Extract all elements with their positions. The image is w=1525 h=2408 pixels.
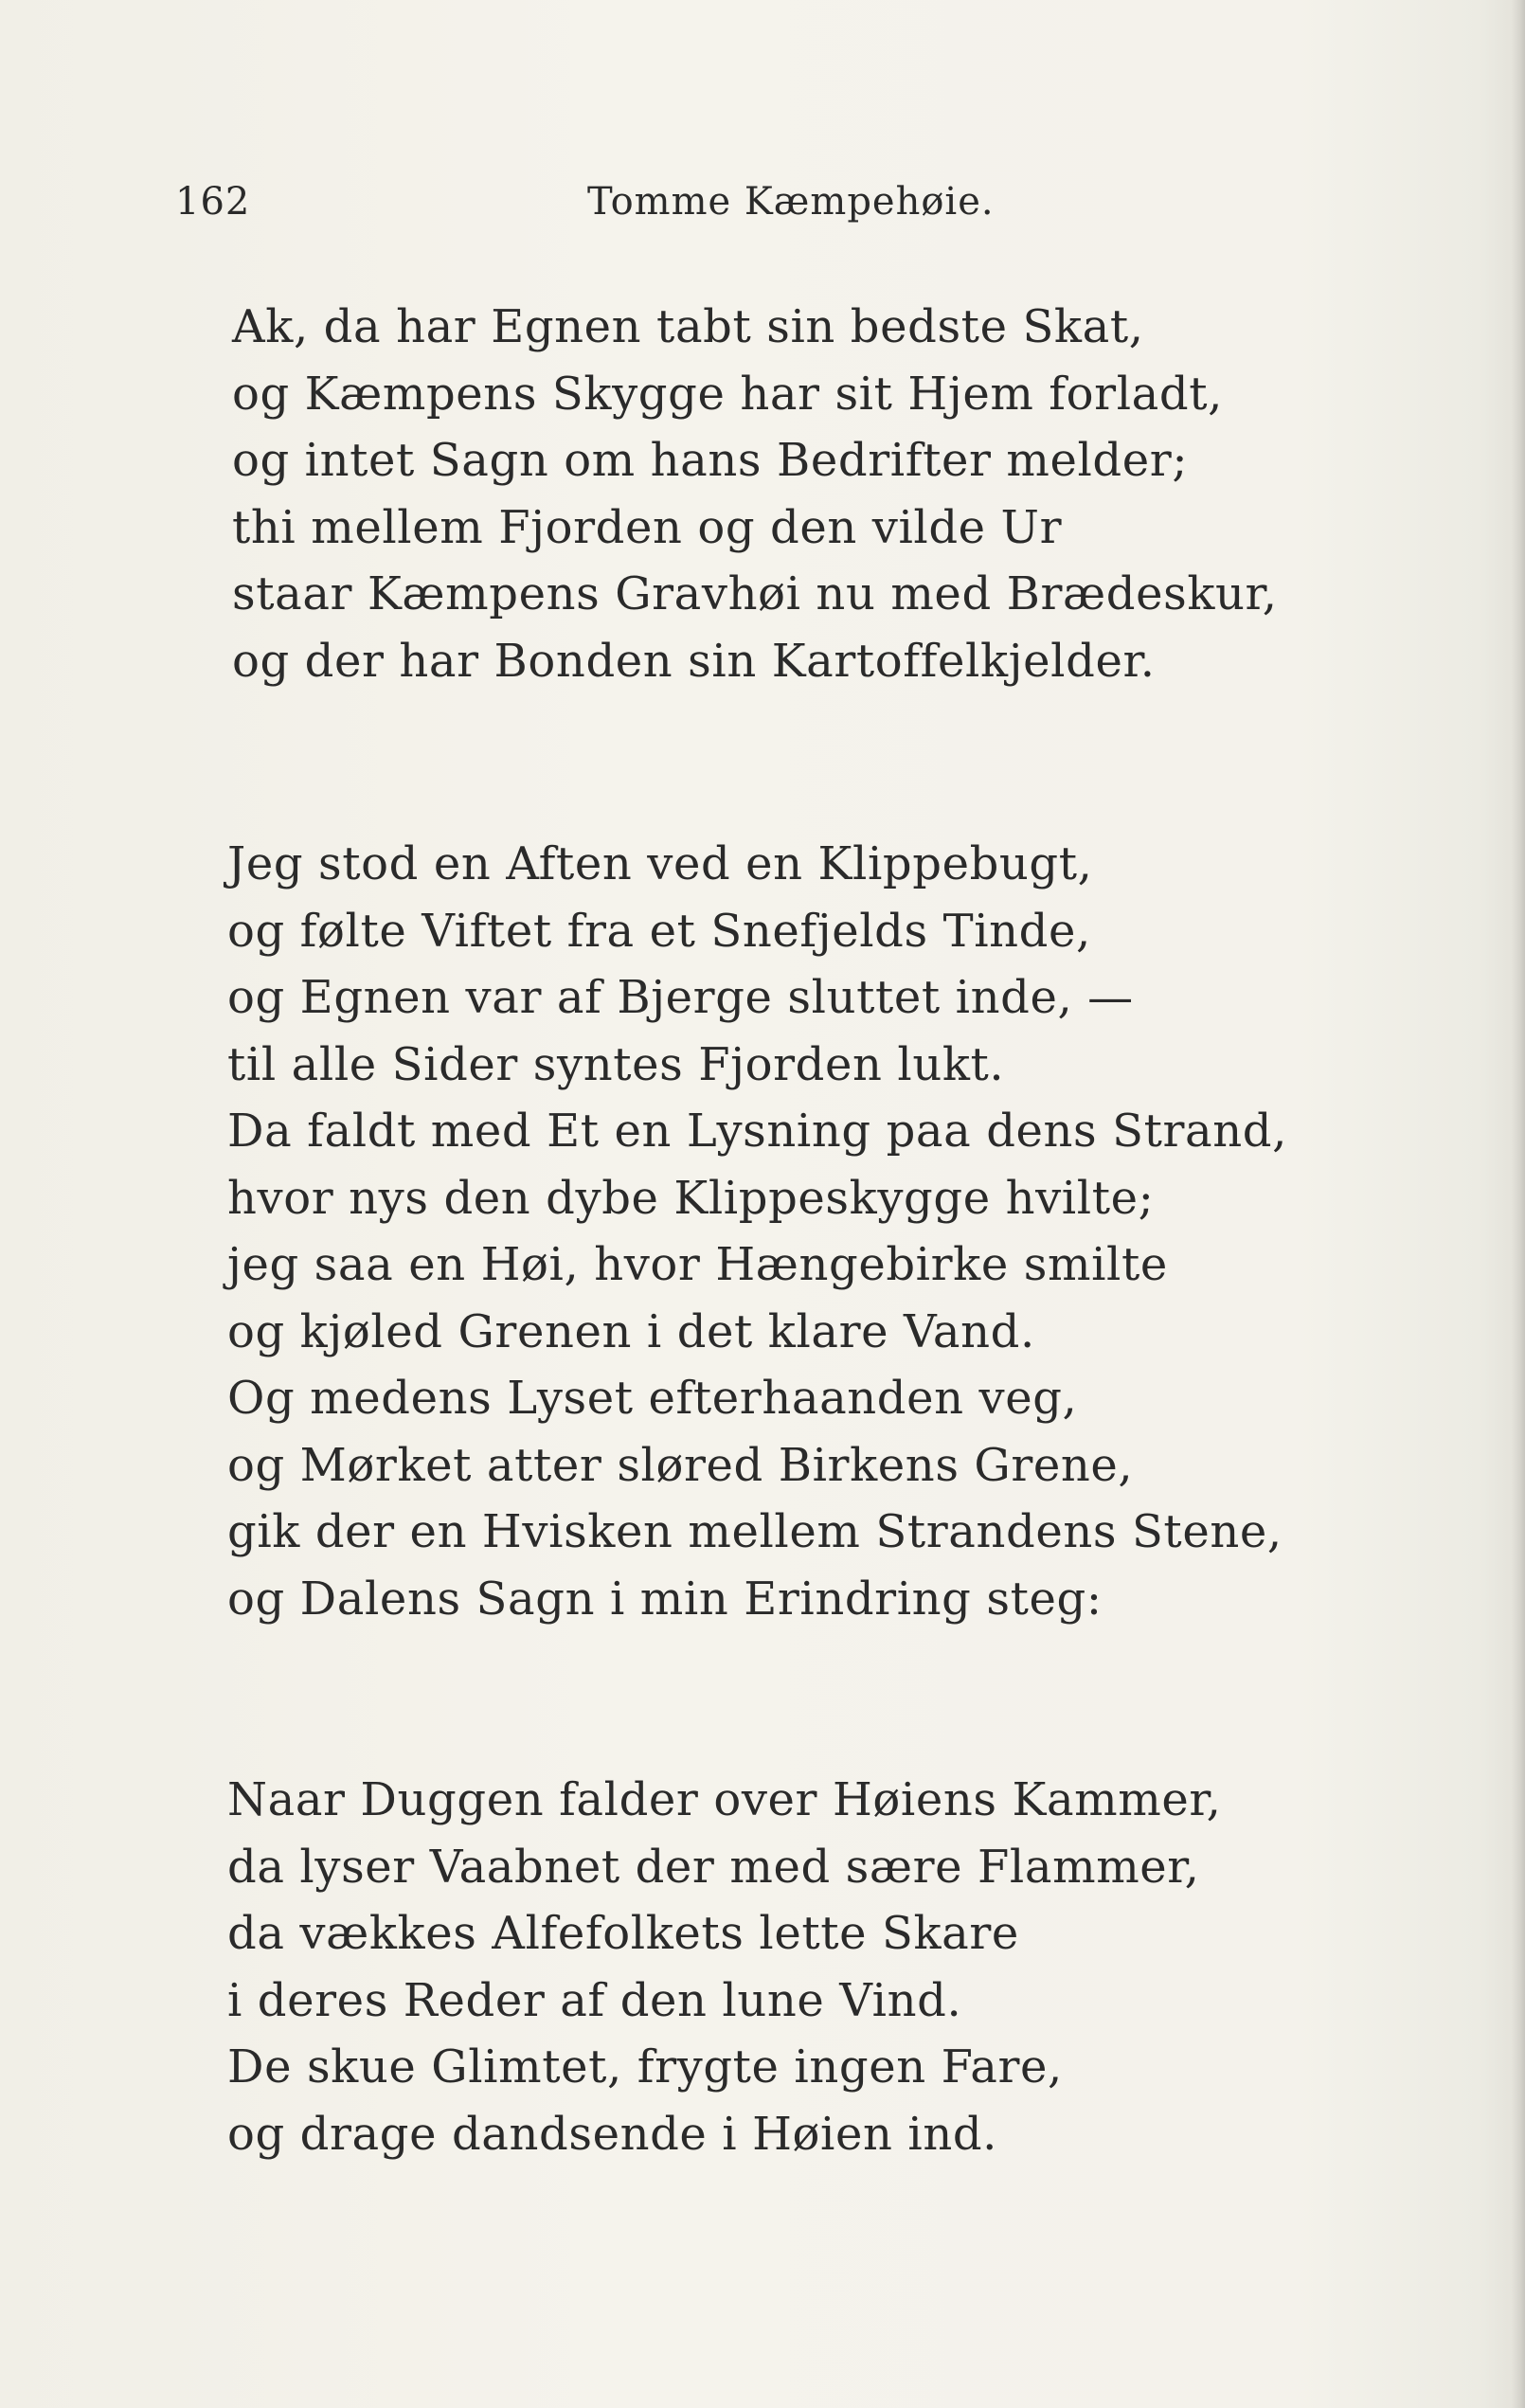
verse-line: i deres Reder af den lune Vind. [227, 1973, 962, 2027]
verse-line: og der har Bonden sin Kartoffelkjelder. [232, 634, 1156, 688]
verse-line: og intet Sagn om hans Bedrifter melder; [232, 434, 1189, 487]
verse-line: Ak, da har Egnen tabt sin bedste Skat, [232, 300, 1144, 353]
stanza-3 [227, 1767, 1222, 2167]
verse-line: og Mørket atter sløred Birkens Grene, [227, 1438, 1134, 1492]
verse-line: Da faldt med Et en Lysning paa dens Strand, [227, 1105, 1287, 1158]
verse-line: jeg saa en Høi, hvor Hængebirke smilte [227, 1238, 1168, 1291]
verse-line: Jeg stod en Aften ved en Klippebugt, [227, 837, 1093, 890]
verse-line: og Kæmpens Skygge har sit Hjem forladt, [232, 367, 1223, 421]
stanza-1 [232, 294, 1278, 694]
verse-line: og drage dandsende i Høien ind. [227, 2107, 998, 2161]
verse-line: og kjøled Grenen i det klare Vand. [227, 1304, 1035, 1358]
verse-line: til alle Sider syntes Fjorden lukt. [227, 1037, 1005, 1091]
verse-line: gik der en Hvisken mellem Strandens Stene, [227, 1505, 1283, 1558]
verse-line: thi mellem Fjorden og den vilde Ur [232, 500, 1063, 554]
verse-line: hvor nys den dybe Klippeskygge hvilte; [227, 1171, 1155, 1225]
running-header [175, 180, 1312, 237]
verse-line: Og medens Lyset efterhaanden veg, [227, 1372, 1078, 1425]
page-edge-shadow [1512, 0, 1525, 2408]
verse-line: da vækkes Alfefolkets lette Skare [227, 1907, 1019, 1960]
page-number: 162 [175, 180, 251, 224]
verse-line: og følte Viftet fra et Snefjelds Tinde, [227, 904, 1091, 958]
verse-line: De skue Glimtet, frygte ingen Fare, [227, 2040, 1063, 2094]
stanza-2 [227, 831, 1287, 1632]
verse-line: staar Kæmpens Gravhøi nu med Brædeskur, [232, 567, 1278, 620]
running-title: Tomme Kæmpehøie. [587, 180, 995, 224]
verse-line: og Egnen var af Bjerge sluttet inde, — [227, 971, 1134, 1024]
verse-line: og Dalens Sagn i min Erindring steg: [227, 1572, 1103, 1626]
verse-line: da lyser Vaabnet der med sære Flammer, [227, 1840, 1200, 1894]
verse-line: Naar Duggen falder over Høiens Kammer, [227, 1773, 1222, 1826]
